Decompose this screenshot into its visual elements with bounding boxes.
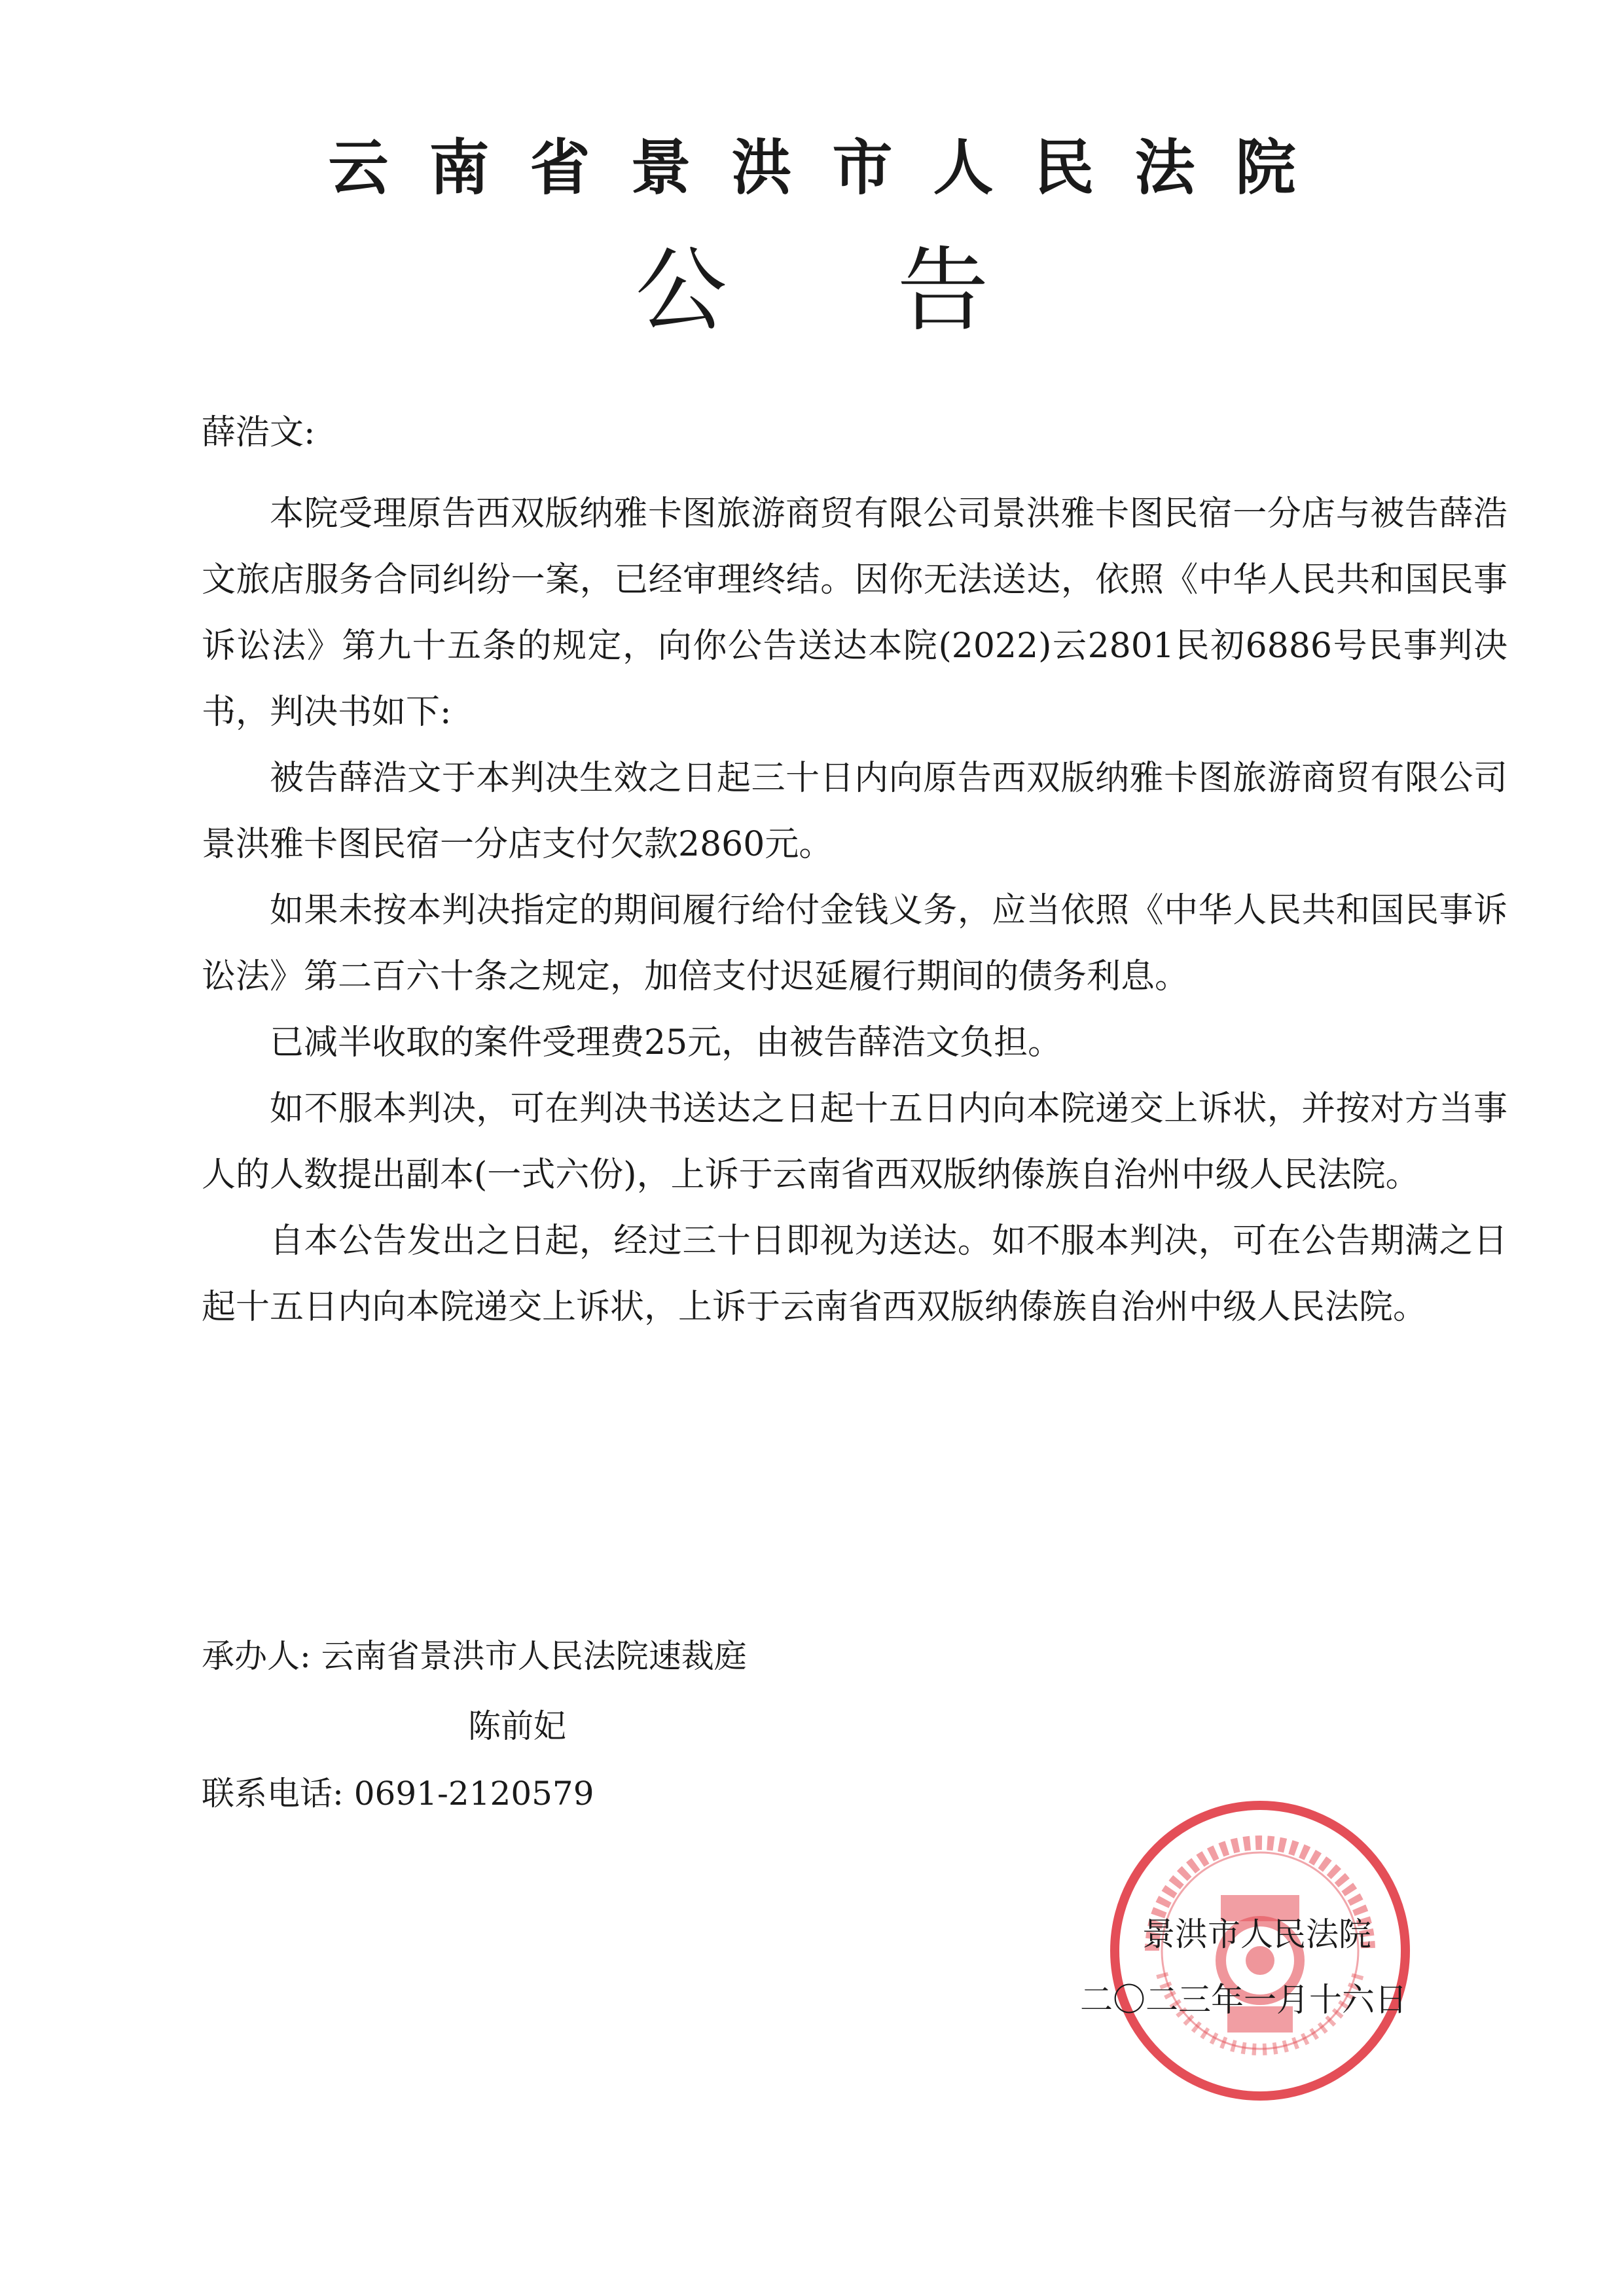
handler-name: 陈前妃: [468, 1707, 566, 1745]
paragraph-late-interest: 如果未按本判决指定的期间履行给付金钱义务，应当依照《中华人民共和国民事诉讼法》第二百六十条之规定，加倍支付迟延履行期间的债务利息。: [202, 891, 1507, 996]
addressee: 薛浩文:: [202, 413, 316, 452]
court-name-heading: 云南省景洪市人民法院: [328, 132, 1337, 203]
notice-title: 公告: [635, 238, 1159, 344]
paragraph-court-fee: 已减半收取的案件受理费25元，由被告薛浩文负担。: [270, 1023, 1062, 1062]
phone-line: 联系电话: 0691-2120579: [202, 1775, 594, 1813]
signing-court: 景洪市人民法院: [1142, 1915, 1371, 1953]
paragraph-case-intro: 本院受理原告西双版纳雅卡图旅游商贸有限公司景洪雅卡图民宿一分店与被告薛浩文旅店服务合同纠纷一案，已经审理终结。因你无法送达，依照《中华人民共和国民事诉讼法》第九十五条的规定，向你公告送达本院(2022)云2801民初6886号民事判决书，判决书如下:: [202, 494, 1507, 732]
notice-body: [202, 481, 1507, 1341]
signing-date: 二〇二三年一月十六日: [1080, 1981, 1407, 2019]
paragraph-service: 自本公告发出之日起，经过三十日即视为送达。如不服本判决，可在公告期满之日起十五日内向本院递交上诉状，上诉于云南省西双版纳傣族自治州中级人民法院。: [202, 1221, 1507, 1327]
paragraph-appeal: 如不服本判决，可在判决书送达之日起十五日内向本院递交上诉状，并按对方当事人的人数提出副本(一式六份)，上诉于云南省西双版纳傣族自治州中级人民法院。: [202, 1089, 1507, 1195]
handler-line: 承办人: 云南省景洪市人民法院速裁庭: [202, 1637, 747, 1675]
paragraph-judgment: 被告薛浩文于本判决生效之日起三十日内向原告西双版纳雅卡图旅游商贸有限公司景洪雅卡图民宿一分店支付欠款2860元。: [202, 759, 1507, 864]
